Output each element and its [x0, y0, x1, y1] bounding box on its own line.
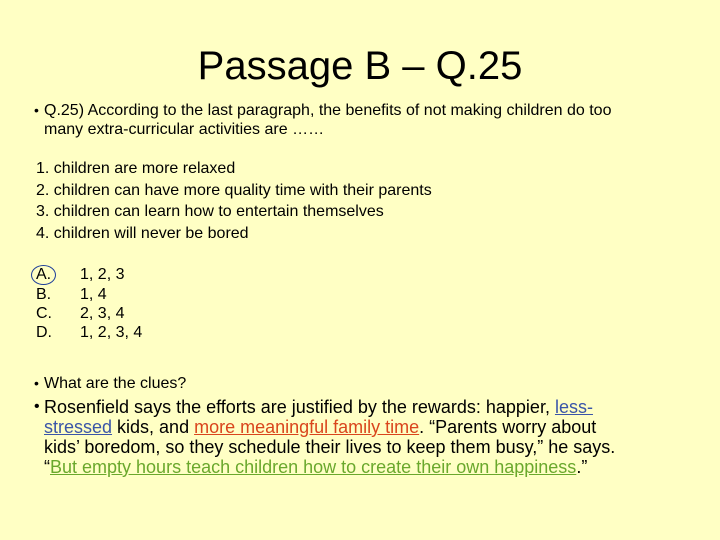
highlight-family-time: more meaningful family time — [194, 417, 420, 437]
answer-choice-c[interactable] — [36, 304, 142, 323]
answer-choice-a[interactable] — [36, 265, 142, 285]
choice-letter: B. — [36, 286, 52, 303]
question-text: Q.25) According to the last paragraph, the benefits of not making children do too many extra-curricular activities are …… — [44, 102, 612, 138]
bullet-icon: • — [34, 398, 40, 415]
clue-text-part: Rosenfield says the efforts are justified by the rewards: happier, — [44, 397, 555, 417]
statement-item: 3. children can learn how to entertain themselves — [36, 203, 384, 220]
clue-text-part: . “Parents worry about kids’ boredom, so they schedule their lives to keep them busy,” he says. “ — [44, 417, 616, 477]
answer-choices — [36, 265, 142, 342]
highlight-less-stressed: less-stressed — [44, 397, 593, 437]
answer-choice-b[interactable] — [36, 285, 142, 304]
choice-value: 1, 4 — [80, 286, 107, 303]
statement-item: 2. children can have more quality time with their parents — [36, 181, 432, 199]
bullet-icon: • — [34, 102, 39, 118]
highlight-empty-hours: But empty hours teach children how to create their own happiness — [50, 457, 577, 477]
clue-text — [44, 397, 624, 477]
question-block — [0, 101, 644, 139]
clue-block — [0, 397, 624, 477]
choice-value: 2, 3, 4 — [80, 305, 125, 322]
choice-value: 1, 2, 3, 4 — [80, 324, 143, 341]
statement-list — [36, 158, 432, 244]
clue-question-text: What are the clues? — [44, 375, 187, 392]
clue-text-part: kids, and — [112, 417, 195, 437]
clue-question-block — [0, 374, 644, 393]
clue-text-part: .” — [576, 457, 588, 477]
choice-value: 1, 2, 3 — [80, 266, 125, 283]
choice-letter: A. — [31, 265, 56, 285]
choice-letter: D. — [36, 324, 52, 341]
bullet-icon: • — [34, 375, 39, 391]
statement-item: 4. children will never be bored — [36, 224, 249, 242]
statement-item: 1. children are more relaxed — [36, 160, 236, 177]
answer-choice-d[interactable] — [36, 323, 142, 342]
choice-letter: C. — [36, 305, 52, 322]
slide-title: Passage B – Q.25 — [197, 44, 523, 88]
